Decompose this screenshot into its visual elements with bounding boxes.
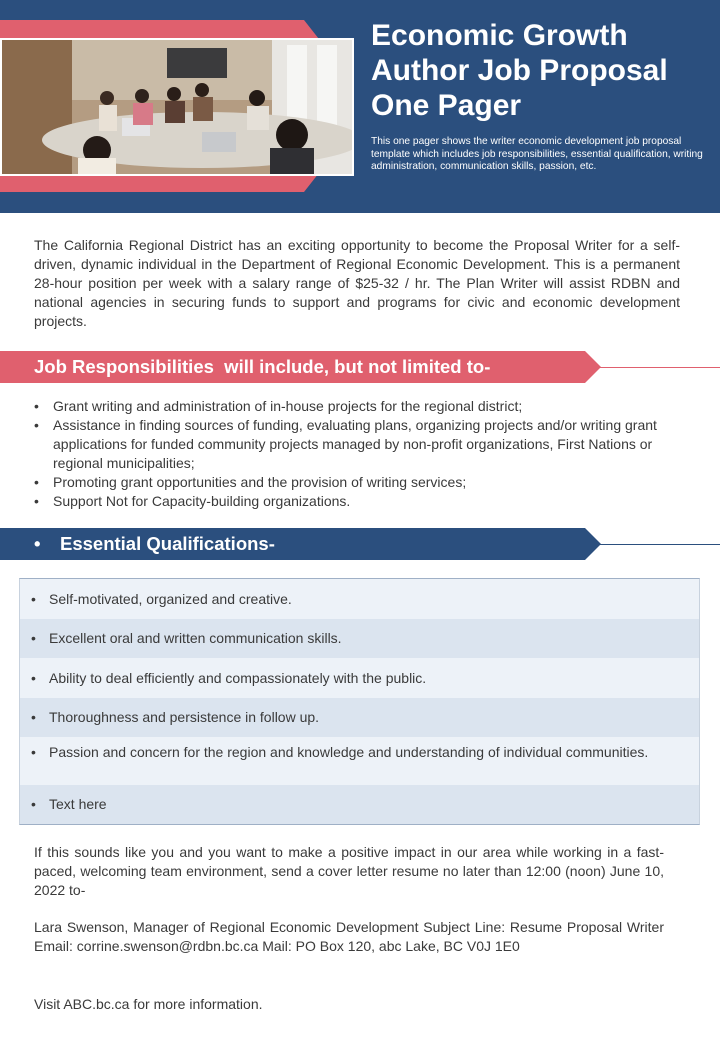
responsibilities-list	[34, 397, 664, 511]
list-item: • Promoting grant opportunities and the provision of writing services;	[34, 473, 664, 492]
qualification-text: Text here	[49, 796, 107, 812]
table-row	[20, 698, 699, 737]
bullet-glyph: •	[31, 744, 36, 760]
qualification-text: Ability to deal efficiently and compassionately with the public.	[49, 669, 427, 686]
bullet-glyph: •	[31, 796, 36, 812]
list-item: • Assistance in finding sources of funding, evaluating plans, organizing projects and/or writing grant applications for funded community projects managed by non-profit organizations, First Nations or regional municipalities;	[34, 416, 664, 473]
qualification-text: Excellent oral and written communication skills.	[49, 630, 342, 646]
meeting-photo	[0, 38, 354, 176]
table-row	[20, 579, 699, 619]
page-title: Economic Growth Author Job Proposal One Pager	[371, 19, 668, 122]
intro-paragraph: The California Regional District has an exciting opportunity to become the Proposal Writer for a self-driven, dynamic individual in the Department of Regional Economic Development. This is a permanent 28-hour position per week with a salary range of $25-32 / hr. The Plan Writer will assist RDBN and national agencies in securing funds to support and programs for civic and economic development projects.	[34, 237, 680, 329]
list-item: • Support Not for Capacity-building organizations.	[34, 492, 664, 511]
qualification-text: Passion and concern for the region and knowledge and understanding of individual communities.	[49, 744, 649, 760]
bullet-glyph: •	[31, 590, 36, 607]
more-info-paragraph: Visit ABC.bc.ca for more information.	[34, 996, 263, 1012]
qualifications-heading-row	[34, 528, 275, 560]
qualification-text: Self-motivated, organized and creative.	[49, 590, 292, 607]
table-row	[20, 785, 699, 824]
table-row	[20, 619, 699, 658]
closing-paragraph: If this sounds like you and you want to make a positive impact in our area while working in a fast-paced, welcoming team environment, send a cover letter resume no later than 12:00 (noon) June 10, 2022 to-	[34, 844, 664, 898]
responsibilities-banner-rule	[598, 367, 720, 368]
qualification-text: Thoroughness and persistence in follow up.	[49, 709, 320, 725]
table-row	[20, 658, 699, 698]
contact-paragraph: Lara Swenson, Manager of Regional Economic Development Subject Line: Resume Proposal Writer Email: corrine.swenson@rdbn.bc.ca Mail: PO Box 120, abc Lake, BC V0J 1E0	[34, 919, 664, 954]
bullet-glyph: •	[34, 533, 41, 554]
bullet-glyph: •	[31, 630, 36, 646]
table-row	[20, 737, 699, 785]
qualifications-heading: Essential Qualifications-	[60, 533, 275, 554]
list-item: • Grant writing and administration of in-house projects for the regional district;	[34, 397, 664, 416]
page-subtitle: This one pager shows the writer economic development job proposal template which includes job responsibilities, essential qualification, writing administration, communication skills, passion, etc.	[371, 136, 703, 172]
bullet-glyph: •	[31, 709, 36, 725]
responsibilities-heading: Job Responsibilities will include, but not limited to-	[34, 356, 491, 377]
qualifications-banner-rule	[598, 544, 720, 545]
bullet-glyph: •	[31, 669, 36, 686]
qualifications-table	[19, 578, 700, 825]
